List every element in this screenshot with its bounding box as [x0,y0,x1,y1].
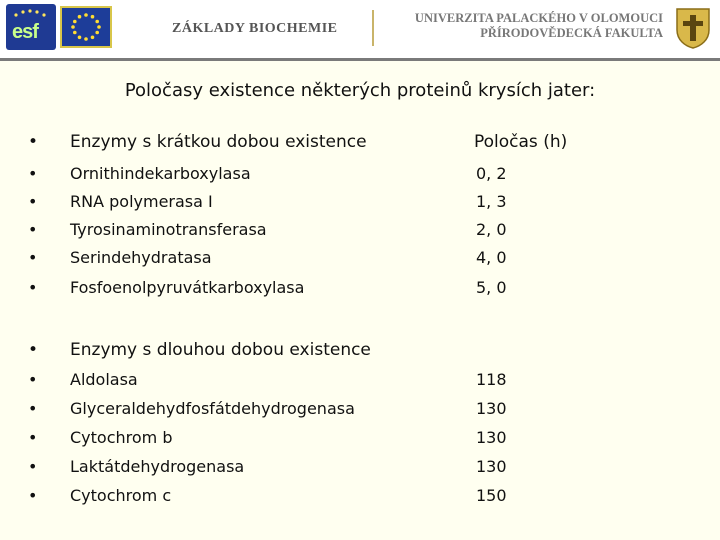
half-life-value: 2, 0 [476,220,507,239]
enzyme-name: Tyrosinaminotransferasa [70,220,267,239]
bullet: • [28,164,38,183]
header-divider [372,10,374,46]
half-life-value: 118 [476,370,507,389]
eu-flag-icon [60,6,112,48]
half-life-value: 130 [476,399,507,418]
slide-header [0,0,720,61]
half-life-value: 0, 2 [476,164,507,183]
half-life-value: 4, 0 [476,248,507,267]
enzyme-name: Cytochrom b [70,428,173,447]
half-life-value: 150 [476,486,507,505]
university-name [408,11,663,41]
esf-logo [6,4,56,50]
bullet: • [28,457,38,476]
bullet: • [28,278,38,297]
section-heading-text: Enzymy s dlouhou dobou existence [70,340,371,360]
stars-icon [10,8,52,22]
slide-title: Poločasy existence některých proteinů krysích jater: [124,80,596,101]
enzyme-name: Glyceraldehydfosfátdehydrogenasa [70,399,355,418]
university-name-line1: UNIVERZITA PALACKÉHO V OLOMOUCI [414,11,663,25]
enzyme-name: Ornithindekarboxylasa [70,164,251,183]
bullet: • [28,220,38,239]
bullet: • [28,132,39,152]
bullet: • [28,370,38,389]
bullet: • [28,192,38,211]
section-heading-text: Enzymy s krátkou dobou existence [70,132,367,152]
half-life-value: 130 [476,457,507,476]
bullet: • [28,486,38,505]
bullet: • [28,248,38,267]
enzyme-name: Cytochrom c [70,486,172,505]
value-column-heading: Poločas (h) [474,132,568,152]
enzyme-name: Serindehydratasa [70,248,212,267]
half-life-value: 1, 3 [476,192,507,211]
half-life-value: 5, 0 [476,278,507,297]
section-heading-short [28,132,367,152]
half-life-value: 130 [476,428,507,447]
course-title: ZÁKLADY BIOCHEMIE [172,21,338,36]
university-faculty-line: PŘÍRODOVĚDECKÁ FAKULTA [480,26,663,40]
bullet: • [28,340,39,360]
enzyme-name: Fosfoenolpyruvátkarboxylasa [70,278,305,297]
enzyme-name: Aldolasa [70,370,138,389]
university-emblem-icon [674,6,712,50]
bullet: • [28,399,38,418]
enzyme-name: Laktátdehydrogenasa [70,457,245,476]
enzyme-name: RNA polymerasa I [70,192,213,211]
section-heading-long [28,340,371,360]
bullet: • [28,428,38,447]
esf-logo-text: esf [12,21,38,43]
